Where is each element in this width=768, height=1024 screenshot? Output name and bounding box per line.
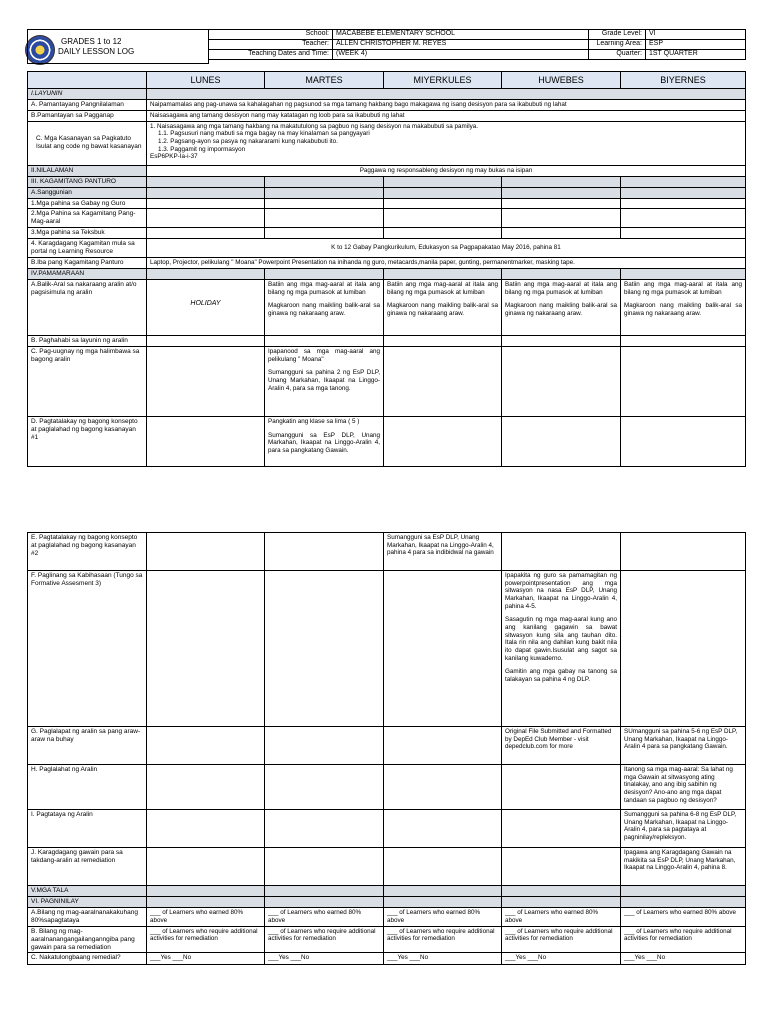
competency-line: 1.3. Paggamit ng impormasyon (158, 145, 246, 153)
learners-80-field[interactable]: ___ of Learners who earned 80% above (147, 907, 265, 926)
row-label: H. Paglalahat ng Aralin (28, 765, 147, 810)
cell-text: Batiin ang mga mag-aaral at itala ang bilang ng mga pumasok at lumiban (268, 280, 380, 296)
header-title-cell (28, 30, 209, 64)
e-cell: Sumangguni sa EsP DLP, Unang Markahan, Ikaapat na Linggo-Aralin 4, pahina 4 para sa indibidwal na gawain (384, 533, 502, 571)
header-title-line2: DAILY LESSON LOG (58, 46, 135, 56)
row-label: C. Nakatulongbaang remedial? (28, 953, 147, 965)
cell-text: Batiin ang mga mag-aaral at itala ang bilang ng mga pumasok at lumiban (387, 280, 498, 296)
f-cell (502, 571, 621, 727)
cell-text: Batiin ang mga mag-aaral at itala ang bilang ng mga pumasok at lumiban (624, 280, 742, 296)
header-title-line1: GRADES 1 to 12 (61, 36, 122, 46)
row-label: A.Bilang ng mag-aaralnanakakuhang 80%sapagtataya (28, 907, 147, 926)
remediation-field[interactable]: ___ of Learners who require additional activities for remediation (384, 926, 502, 953)
school-label: School: (209, 30, 333, 40)
cell-text: Sumangguni sa EsP DLP, Unang Markahan, Ikaapat na Linggo-Aralin 4, para sa pangkatang Gawain. (268, 431, 380, 454)
d-cell (265, 416, 384, 466)
remediation-field[interactable]: ___ of Learners who require additional activities for remediation (147, 926, 265, 953)
learners-80-field[interactable]: ___ of Learners who earned 80% above (621, 907, 746, 926)
teacher-value: ALLEN CHRISTOPHER M. REYES (333, 40, 589, 50)
lesson-log-table-2 (27, 532, 746, 965)
competency-code: EsP6PKP-Ia-i-37 (150, 153, 198, 161)
day-header: LUNES (147, 72, 265, 89)
row-label: 1.Mga pahina sa Gabay ng Guro (28, 198, 147, 209)
cell-text: Magkaroon nang maikling balik-aral sa ginawa ng nakaraang araw. (505, 302, 617, 317)
day-header: BIYERNES (621, 72, 746, 89)
cell-text: Magkaroon nang maikling balik-aral sa ginawa ng nakaraang araw. (624, 302, 742, 317)
learners-80-field[interactable]: ___ of Learners who earned 80% above (384, 907, 502, 926)
lesson-log-table-1 (27, 71, 746, 467)
row-label: 2.Mga Pahina sa Kagamitang Pang-Mag-aaral (28, 209, 147, 228)
row-label: C. Mga Kasanayan sa Pagkatuto Isulat ang code ng bawat kasanayan (28, 121, 147, 165)
row-label: G. Paglalapat ng aralin sa pang araw-araw na buhay (28, 727, 147, 765)
c2-cell (265, 346, 384, 416)
remedial-yes-no[interactable]: ___Yes ___No (384, 953, 502, 965)
row-label: B. Paghahabi sa layunin ng aralin (28, 335, 147, 346)
cell-text: Magkaroon nang maikling balik-aral sa ginawa ng nakaraang araw. (387, 302, 498, 317)
remedial-yes-no[interactable]: ___Yes ___No (265, 953, 384, 965)
grade-label: Grade Level: (589, 30, 646, 40)
learners-80-field[interactable]: ___ of Learners who earned 80% above (502, 907, 621, 926)
corner-cell (28, 72, 147, 89)
school-value: MACABEBE ELEMENTARY SCHOOL (333, 30, 589, 40)
row-label: A. Pamantayang Pangnilalaman (28, 99, 147, 110)
i-cell: Sumangguni sa pahina 6-8 ng EsP DLP, Unang Markahan, Ikaapat na Linggo-Aralin 4, para sa pagtataya at pagninilay/repleksyon. (621, 810, 746, 848)
remediation-field[interactable]: ___ of Learners who require additional activities for remediation (502, 926, 621, 953)
row-label: F. Paglinang sa Kabihasaan (Tungo sa Formative Assesment 3) (28, 571, 147, 727)
g-cell-thu: Original File Submitted and Formatted by DepEd Club Member - visit depedclub.com for more (502, 727, 621, 765)
lr-value: K to 12 Gabay Pangkurikulum, Edukasyon sa Pagpapakatao May 2016, pahina 81 (147, 239, 746, 258)
row-value: Naipamamalas ang pag-unawa sa kahalagahan ng pagsunod sa mga tamang hakbang bago makagawa ng isang desisyon para sa ikabubuti ng lahat (147, 99, 746, 110)
section-kagamitan: III. KAGAMITANG PANTURO (28, 176, 147, 187)
cell-text: Batiin ang mga mag-aaral at itala ang bilang ng mga pumasok at lumiban (505, 280, 617, 296)
row-label: B.Iba pang Kagamitang Panturo (28, 258, 147, 269)
j-cell: Ipagawa ang Karagdagang Gawain na makikita sa EsP DLP, Unang Markahan, Ikaapat na Linggo-Aralin 4, pahina 8. (621, 848, 746, 886)
learners-80-field[interactable]: ___ of Learners who earned 80% above (265, 907, 384, 926)
section-pamamaraan: IV.PAMAMARAAN (28, 268, 147, 279)
row-label: A.Sanggunian (28, 187, 147, 198)
area-label: Learning Area: (589, 40, 646, 50)
holiday-label: HOLIDAY (147, 279, 265, 335)
competency-line: 1.1. Pagsusuri nang mabuti sa mga bagay na may kinalaman sa pangyayari (158, 130, 370, 138)
row-label: J. Karagdagang gawain para sa takdang-aralin at remediation (28, 848, 147, 886)
remediation-field[interactable]: ___ of Learners who require additional activities for remediation (621, 926, 746, 953)
g-cell-fri: SUmangguni sa pahina 5-6 ng EsP DLP, Unang Markahan, Ikaapat na Linggo-Aralin 4 para sa pangkatang Gawain. (621, 727, 746, 765)
section-nilalaman: II.NILALAMAN (28, 165, 147, 176)
remedial-yes-no[interactable]: ___Yes ___No (147, 953, 265, 965)
area-value: ESP (646, 40, 746, 50)
balik-cell (502, 279, 621, 335)
cell-text: Sumangguni sa pahina 2 ng EsP DLP, Unang Markahan, Ikaapat na Linggo-Aralin 4, para sa mga tanong. (268, 369, 380, 392)
competency-line: 1. Naisasagawa ang mga tamang hakbang na makatutulong sa pagbuo ng isang desisyon na makabubuti sa pamilya. (150, 122, 479, 130)
day-header: MIYERKULES (384, 72, 502, 89)
remedial-yes-no[interactable]: ___Yes ___No (502, 953, 621, 965)
remediation-field[interactable]: ___ of Learners who require additional activities for remediation (265, 926, 384, 953)
balik-cell (384, 279, 502, 335)
cell-text: Ipapanood sa mga mag-aaral ang pelikulang " Moana" (268, 347, 380, 363)
row-label: B. Bilang ng mag-aaralnanangangailanganngiba pang gawain para sa remediation (28, 926, 147, 953)
header-table (27, 29, 746, 64)
cell-text: Sasagutin ng mga mag-aaral kung ano ang kanilang gagawin sa bawat sitwasyon kung sila ang tauhan dito. Itala rin nila ang dahilan kung bakit nila ito dapat gawin.Isusulat ang sagot sa kanilang kuwaderno. (505, 616, 617, 662)
day-header: MARTES (265, 72, 384, 89)
day-header: HUWEBES (502, 72, 621, 89)
row-label: D. Pagtatalakay ng bagong konsepto at paglalahad ng bagong kasanayan #1 (28, 416, 147, 466)
nilalaman-value: Paggawa ng responsableng desisyon ng may bukas na isipan (147, 165, 746, 176)
row-label: 3.Mga pahina sa Teksbuk (28, 228, 147, 239)
dates-value: (WEEK 4) (333, 50, 589, 60)
row-label: C. Pag-uugnay ng mga halimbawa sa bagong aralin (28, 346, 147, 416)
section-pagninilay: VI. PAGNINILAY (28, 896, 147, 907)
row-label: A.Balik-Aral sa nakaraang aralin at/o pagsisimula ng aralin (28, 279, 147, 335)
cell-text: Ipapakita ng guro sa pamamagitan ng powerpointpresentation ang mga sitwasyon na nasa EsP DLP, Unang Markahan, Ikaapat na Linggo-Aralin 4, pahina 4-5. (505, 572, 617, 610)
quarter-value: 1ST QUARTER (646, 50, 746, 60)
competency-cell (147, 121, 746, 165)
grade-value: VI (646, 30, 746, 40)
cell-text: Pangkatin ang klase sa lima ( 5 ) (268, 417, 360, 425)
dates-label: Teaching Dates and Time: (209, 50, 333, 60)
h-cell: Itanong sa mga mag-aaral: Sa lahat ng mga Gawain at sitwasyong ating tinalakay, ano ang ibig sabihin ng desisyon? Ano-ano ang mga dapat tandaan sa pagbuo ng desisyon? (621, 765, 746, 810)
section-mga-tala: V.MGA TALA (28, 886, 147, 897)
balik-cell (265, 279, 384, 335)
teacher-label: Teacher: (209, 40, 333, 50)
cell-text: Gamitin ang mga gabay na tanong sa talakayan sa pahina 4 ng DLP. (505, 668, 617, 684)
remedial-yes-no[interactable]: ___Yes ___No (621, 953, 746, 965)
row-value: Naisasagawa ang tamang desisyon nang may katatagan ng loob para sa ikabubuti ng lahat (147, 110, 746, 121)
row-label: E. Pagtatalakay ng bagong konsepto at paglalahad ng bagong kasanayan #2 (28, 533, 147, 571)
section-layunin: I.LAYUNIN (28, 89, 147, 100)
balik-cell (621, 279, 746, 335)
row-label: B.Pamantayan sa Pagganap (28, 110, 147, 121)
competency-line: 1.2. Pagsang-ayon sa pasya ng nakararami kung nakabubuti ito. (158, 138, 338, 146)
iba-value: Laptop, Projector, pelikulang " Moana" Powerpoint Presentation na inihanda ng guro, metacards,manila paper, gunting, permanentmarker, masking tape. (147, 258, 746, 269)
row-label: 4. Karagdagang Kagamitan mula sa portal ng Learning Resource (28, 239, 147, 258)
cell-text: Magkaroon nang maikling balik-aral sa ginawa ng nakaraang araw. (268, 302, 380, 317)
row-label: I. Pagtataya ng Aralin (28, 810, 147, 848)
quarter-label: Quarter: (589, 50, 646, 60)
